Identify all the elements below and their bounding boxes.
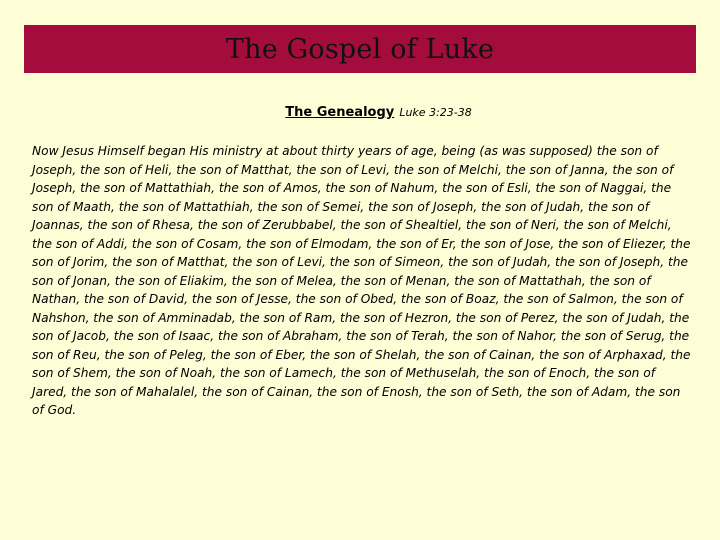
slide-title: The Gospel of Luke — [225, 33, 495, 65]
subtitle-heading: The Genealogy — [285, 105, 395, 120]
genealogy-text: Now Jesus Himself began His ministry at about thirty years of age, being (as was supposed) the son of Joseph, the son of Heli, the son of Matthat, the son of Levi, the son of Melchi, the son of Janna, the son of Joseph, the son of Mattathiah, the son of Amos, the son of Nahum, the son of Esli, the son of Naggai, the son of Maath, the son of Mattathiah, the son of Semei, the son of Joseph, the son of Judah, the son of Joannas, the son of Rhesa, the son of Zerubbabel, the son of Shealtiel, the son of Neri, the son of Melchi, the son of Addi, the son of Cosam, the son of Elmodam, the son of Er, the son of Jose, the son of Eliezer, the son of Jorim, the son of Matthat, the son of Levi, the son of Simeon, the son of Judah, the son of Joseph, the son of Jonan, the son of Eliakim, the son of Melea, the son of Menan, the son of Mattathah, the son of Nathan, the son of David, the son of Jesse, the son of Obed, the son of Boaz, the son of Salmon, the son of Nahshon, the son of Amminadab, the son of Ram, the son of Hezron, the son of Perez, the son of Judah, the son of Jacob, the son of Isaac, the son of Abraham, the son of Terah, the son of Nahor, the son of Serug, the son of Reu, the son of Peleg, the son of Eber, the son of Shelah, the son of Cainan, the son of Arphaxad, the son of Shem, the son of Noah, the son of Lamech, the son of Methuselah, the son of Enoch, the son of Jared, the son of Mahalalel, the son of Cainan, the son of Enosh, the son of Seth, the son of Adam, the son of God. — [32, 144, 691, 417]
title-bar — [24, 25, 696, 73]
subtitle — [0, 101, 720, 120]
scripture-reference: Luke 3:23-38 — [399, 106, 472, 119]
